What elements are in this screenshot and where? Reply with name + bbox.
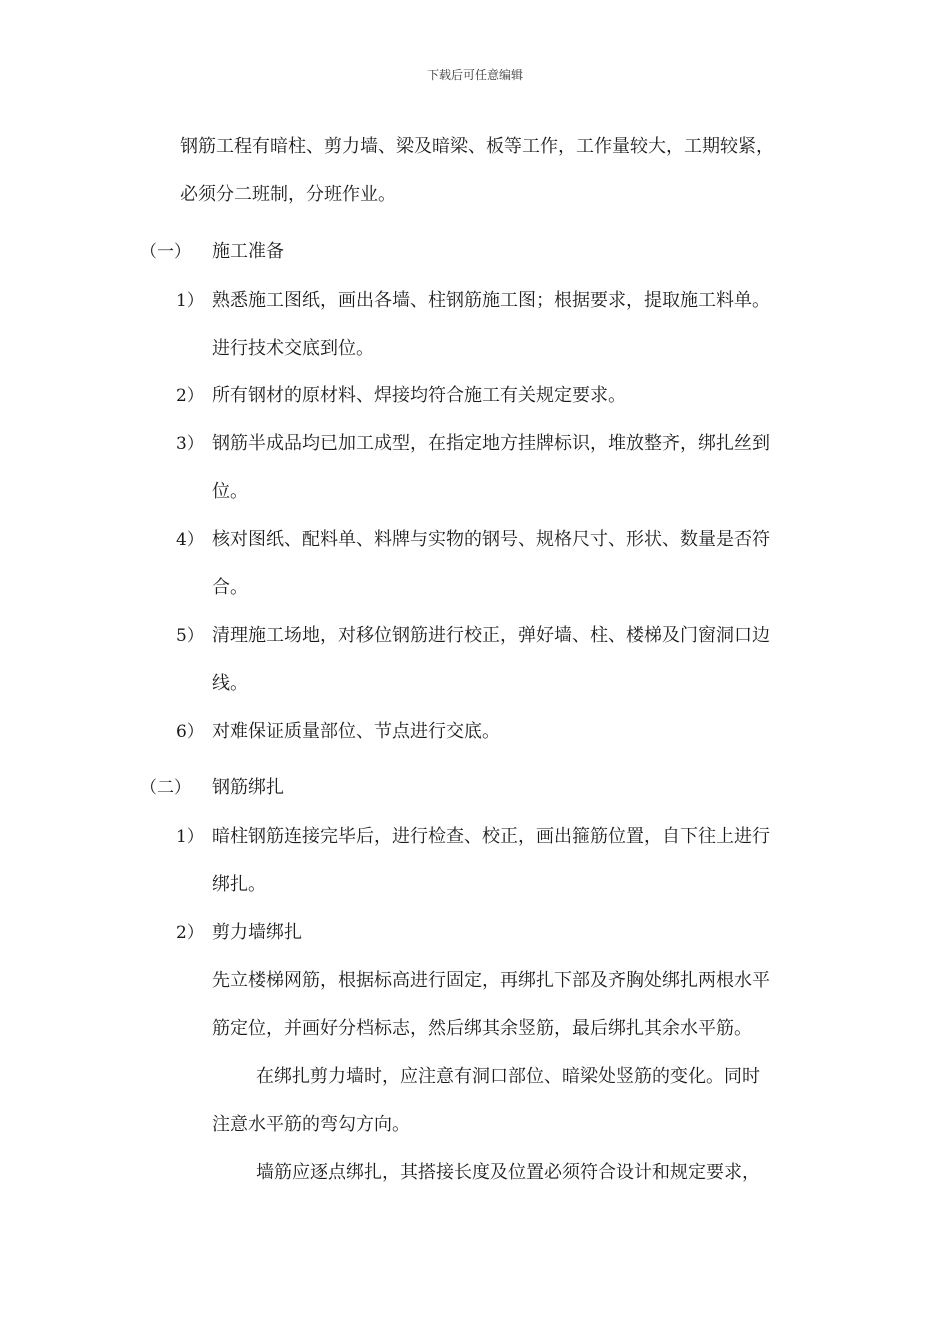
s2-item-1-line-2: 绑扎。 — [212, 874, 266, 895]
page-header: 下载后可任意编辑 — [426, 68, 523, 82]
s2-item-2-line-1: 剪力墙绑扎 — [212, 922, 302, 943]
section-2-number: （二） — [140, 778, 191, 798]
s1-item-3-number: 3） — [176, 434, 204, 454]
s1-item-1-number: 1） — [176, 291, 204, 311]
s1-item-1-line-2: 进行技术交底到位。 — [212, 338, 374, 359]
s2-paragraph-2-line-2: 注意水平筋的弯勾方向。 — [212, 1114, 410, 1135]
s1-item-5-line-1: 清理施工场地，对移位钢筋进行校正，弹好墙、柱、楼梯及门窗洞口边 — [212, 625, 770, 646]
section-2-title: 钢筋绑扎 — [212, 777, 284, 798]
s1-item-3-line-1: 钢筋半成品均已加工成型，在指定地方挂牌标识，堆放整齐，绑扎丝到 — [212, 433, 770, 454]
s1-item-5-line-2: 线。 — [212, 673, 248, 694]
s1-item-2-line-1: 所有钢材的原材料、焊接均符合施工有关规定要求。 — [212, 385, 626, 406]
s2-paragraph-1-line-2: 筋定位，并画好分档标志，然后绑其余竖筋，最后绑扎其余水平筋。 — [212, 1018, 752, 1039]
s1-item-2-number: 2） — [176, 386, 204, 406]
intro-line-2: 必须分二班制，分班作业。 — [180, 184, 396, 205]
s1-item-3-line-2: 位。 — [212, 481, 248, 502]
s1-item-6-number: 6） — [176, 722, 204, 742]
s1-item-6-line-1: 对难保证质量部位、节点进行交底。 — [212, 721, 500, 742]
s2-paragraph-2-line-1: 在绑扎剪力墙时，应注意有洞口部位、暗梁处竖筋的变化。同时 — [256, 1066, 760, 1087]
s1-item-4-line-2: 合。 — [212, 577, 248, 598]
s2-paragraph-3-line-1: 墙筋应逐点绑扎，其搭接长度及位置必须符合设计和规定要求， — [256, 1162, 760, 1183]
s2-item-1-line-1: 暗柱钢筋连接完毕后，进行检查、校正，画出箍筋位置，自下往上进行 — [212, 826, 770, 847]
section-1-title: 施工准备 — [212, 241, 284, 262]
intro-line-1: 钢筋工程有暗柱、剪力墙、梁及暗梁、板等工作，工作量较大，工期较紧， — [180, 136, 774, 157]
s1-item-5-number: 5） — [176, 626, 204, 646]
s1-item-4-number: 4） — [176, 530, 204, 550]
section-1-number: （一） — [140, 242, 191, 262]
s1-item-1-line-1: 熟悉施工图纸，画出各墙、柱钢筋施工图；根据要求，提取施工料单。 — [212, 290, 770, 311]
s2-item-1-number: 1） — [176, 827, 204, 847]
s2-item-2-number: 2） — [176, 923, 204, 943]
s1-item-4-line-1: 核对图纸、配料单、料牌与实物的钢号、规格尺寸、形状、数量是否符 — [212, 529, 770, 550]
s2-paragraph-1-line-1: 先立楼梯网筋，根据标高进行固定，再绑扎下部及齐胸处绑扎两根水平 — [212, 970, 770, 991]
